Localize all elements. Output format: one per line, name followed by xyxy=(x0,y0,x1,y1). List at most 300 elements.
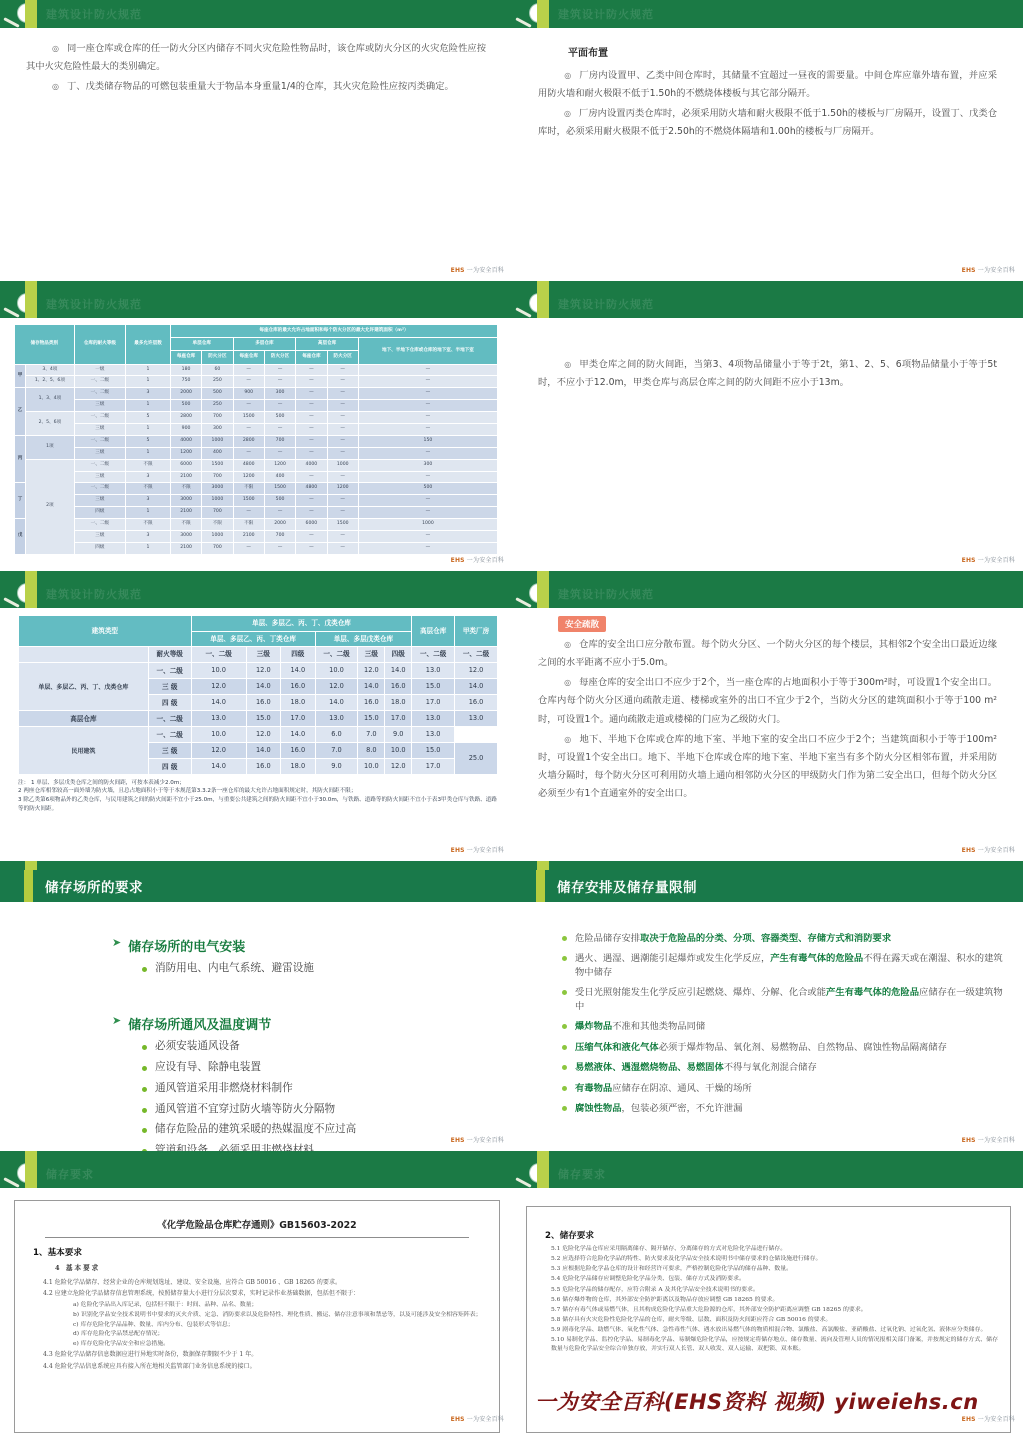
table-cell: 6000 xyxy=(296,519,327,531)
item-cell: 2项 xyxy=(26,459,74,554)
table-cell: 9.0 xyxy=(385,726,412,742)
dot-bullet-icon xyxy=(562,990,567,995)
row-label: 三 级 xyxy=(148,742,191,758)
table-cell: — xyxy=(358,471,497,483)
table-cell: — xyxy=(327,542,358,554)
table-row xyxy=(15,483,498,495)
circle-bullet-icon: ◎ xyxy=(564,734,572,744)
table-cell: — xyxy=(296,447,327,459)
document-title: 《化学危险品仓库贮存通则》GB15603-2022 xyxy=(157,1220,357,1231)
col-header: 单层仓库 xyxy=(170,338,233,351)
bullet-item: 通风管道不宜穿过防火墙等防火分隔物 xyxy=(142,1102,492,1118)
table-cell: 500 xyxy=(264,495,295,507)
table-cell: 一、二级 xyxy=(74,376,126,388)
table-cell: 四级 xyxy=(74,507,126,519)
dot-bullet-icon xyxy=(562,956,567,961)
slide-thumbnail-5[interactable] xyxy=(0,580,512,870)
table-cell: 16.0 xyxy=(455,694,498,710)
paragraph: ◎ 每座仓库的安全出口不应少于2个，当一座仓库的占地面积小于等于300m²时，可设置1个安全出口。仓库内每个防火分区通向疏散走道、楼梯或室外的出口不宜少于2个，当防火分区的建筑面积小于等于100 m²时，可设置1个。通向疏散走道或楼梯的门应为乙级防火门。 xyxy=(538,677,997,725)
paragraph: ◎ 同一座仓库或仓库的任一防火分区内储存不同火灾危险性物品时，该仓库或防火分区的火灾危险性应按其中火灾危险性最大的类别确定。 xyxy=(26,43,486,73)
table-cell: — xyxy=(264,400,295,412)
col-header: 每座仓库 xyxy=(296,351,327,364)
col-header: 三级 xyxy=(358,647,385,663)
category-cell: 丙 xyxy=(15,435,26,483)
table-cell: — xyxy=(358,412,497,424)
table-row xyxy=(15,519,498,531)
divider xyxy=(45,1237,469,1238)
table-cell: 1200 xyxy=(327,483,358,495)
table-cell: 1 xyxy=(126,364,171,376)
table-cell: 700 xyxy=(264,435,295,447)
lime-accent-band xyxy=(25,1160,37,1188)
row-label: 一、二级 xyxy=(148,726,191,742)
item-cell: 1、2、5、6项 xyxy=(26,376,74,388)
table-cell: — xyxy=(358,424,497,436)
slide-header-title: 建筑设计防火规范 xyxy=(46,8,142,21)
table-cell: 400 xyxy=(202,447,233,459)
table-body xyxy=(15,364,498,554)
bullet-item xyxy=(562,1102,1005,1115)
col-header: 甲类厂房 xyxy=(455,616,498,647)
table-cell: 18.0 xyxy=(385,694,412,710)
table-cell: — xyxy=(296,507,327,519)
table-cell: — xyxy=(296,424,327,436)
table-cell: 14.0 xyxy=(246,678,280,694)
table-cell: — xyxy=(296,376,327,388)
table-cell: 500 xyxy=(264,412,295,424)
slide-header-bar xyxy=(0,580,512,608)
table-cell: — xyxy=(358,400,497,412)
table-cell: 不限 xyxy=(233,483,264,495)
table-cell: 1200 xyxy=(264,459,295,471)
lime-accent-band xyxy=(536,870,545,902)
col-header: 一、二级 xyxy=(412,647,455,663)
table-cell: 三级 xyxy=(74,495,126,507)
table-row xyxy=(15,435,498,447)
table-cell: — xyxy=(264,424,295,436)
dot-bullet-icon xyxy=(142,1045,147,1050)
dot-bullet-icon xyxy=(142,967,147,972)
item-cell: 1项 xyxy=(26,435,74,459)
section-heading: ➤ 储存场所通风及温度调节 xyxy=(112,1013,272,1033)
table-cell: 2000 xyxy=(170,388,201,400)
row-label-corner xyxy=(19,647,149,663)
brand-mark: EHS 一为安全百科 xyxy=(450,1137,504,1144)
table-cell: 12.0 xyxy=(385,758,412,774)
fire-separation-table xyxy=(18,615,498,775)
bullet-text: 有毒物品应储存在阴凉、通风、干燥的场所 xyxy=(575,1082,752,1094)
document-paragraph: 5.4 危险化学品储存应调整危险化学品分类、包装、储存方式及消防要求。 xyxy=(551,1276,745,1283)
table-cell: 3 xyxy=(126,388,171,400)
circle-bullet-icon: ◎ xyxy=(564,640,572,649)
slide-thumbnail-3[interactable] xyxy=(0,290,512,580)
slide-header-title: 建筑设计防火规范 xyxy=(558,588,654,601)
document-heading: 2、储存要求 xyxy=(545,1231,594,1241)
table-cell: 不限 xyxy=(202,519,233,531)
table-cell: 13.0 xyxy=(191,710,246,726)
document-list-item: a) 危险化学品出入库记录，包括但不限于：时间、品种、品名、数量； xyxy=(73,1301,258,1308)
slide-body xyxy=(512,28,1023,142)
table-cell: 三级 xyxy=(74,400,126,412)
dot-bullet-icon xyxy=(562,1106,567,1111)
table-cell: — xyxy=(296,435,327,447)
dot-bullet-icon xyxy=(142,1128,147,1133)
table-cell: 900 xyxy=(170,424,201,436)
table-cell: — xyxy=(296,388,327,400)
table-cell: — xyxy=(233,447,264,459)
table-cell: 300 xyxy=(264,388,295,400)
col-header: 储存物品类别 xyxy=(15,325,75,365)
paragraph: ◎ 地下、半地下仓库或仓库的地下室、半地下室的安全出口不应少于2个；当建筑面积小于等于100m²时，可设置1个安全出口。地下、半地下仓库或仓库的地下室、半地下室当有多个防火分区相邻布置，并采用防火墙分隔时，每个防火分区可利用防火墙上通向相邻防火分区的甲级防火门作为第二安全出口，但每个防火分区必须至少有1个直通室外的安全出口。 xyxy=(538,733,997,799)
table-cell: 9.0 xyxy=(315,758,358,774)
item-cell: 1、3、4项 xyxy=(26,388,74,412)
table-cell: 14.0 xyxy=(281,662,316,678)
table-row xyxy=(19,726,498,742)
paragraph: ◎ 仓库的安全出口应分散布置。每个防火分区、一个防火分区的每个楼层，其相邻2个安全出口最近边缘之间的水平距离不应小于5.0m。 xyxy=(538,639,998,669)
table-cell: 250 xyxy=(202,376,233,388)
table-cell: 14.0 xyxy=(455,678,498,694)
table-cell: 三级 xyxy=(74,471,126,483)
table-cell: 12.0 xyxy=(191,678,246,694)
table-cell: 10.0 xyxy=(358,758,385,774)
table-cell: — xyxy=(233,400,264,412)
table-row xyxy=(19,662,498,678)
dot-bullet-icon xyxy=(562,1086,567,1091)
col-header: 每座仓库 xyxy=(170,351,201,364)
table-cell: — xyxy=(327,400,358,412)
table-row xyxy=(15,447,498,459)
circle-bullet-icon: ◎ xyxy=(564,109,572,119)
row-label: 一、二级 xyxy=(148,662,191,678)
table-cell: 一级 xyxy=(74,364,126,376)
dot-bullet-icon xyxy=(562,1065,567,1070)
table-row xyxy=(15,424,498,436)
section-heading: ➤ 储存场所的电气安装 xyxy=(112,936,246,955)
table-cell: 一、二级 xyxy=(74,483,126,495)
brand-mark: EHS 一为安全百科 xyxy=(961,1416,1015,1423)
col-header: 高层仓库 xyxy=(412,616,455,647)
table-cell: 16.0 xyxy=(246,758,280,774)
table-cell: 三级 xyxy=(74,424,126,436)
table-cell: — xyxy=(358,364,497,376)
slide-thumbnail-4[interactable] xyxy=(512,290,1023,580)
table-cell: 3000 xyxy=(202,483,233,495)
lime-accent-band xyxy=(25,0,37,28)
table-cell: 4000 xyxy=(296,459,327,471)
slide-footer-bar xyxy=(512,1151,1023,1160)
document-paragraph: 5.6 储存爆炸物的仓库，其外部安全防护距离以及物品存放应调整 GB 18265 的要求。 xyxy=(551,1296,779,1303)
bullet-list xyxy=(34,1039,492,1159)
circle-bullet-icon: ◎ xyxy=(52,44,60,53)
col-header: 一、二级 xyxy=(455,647,498,663)
table-cell: 900 xyxy=(233,388,264,400)
circle-bullet-icon: ◎ xyxy=(52,82,59,92)
table-cell: 14.0 xyxy=(246,742,280,758)
slide-body xyxy=(512,902,1023,1116)
col-header-span: 每座仓库的最大允许占地面积和每个防火分区的最大允许建筑面积（m²） xyxy=(170,325,497,338)
bullet-item xyxy=(562,1082,1005,1095)
document-snapshot xyxy=(526,1206,1011,1433)
brand-mark: EHS 一为安全百科 xyxy=(961,557,1015,564)
slide-footer-bar xyxy=(0,281,512,290)
brand-mark: EHS 一为安全百科 xyxy=(961,267,1015,274)
table-cell: — xyxy=(264,364,295,376)
document-paragraph: 4.1 危险化学品储存、经营企业的仓库规划选址、建设、安全设施，应符合 GB 50016 、GB 18265 的要求。 xyxy=(43,1279,342,1286)
table-row xyxy=(15,471,498,483)
table-cell: 1500 xyxy=(327,519,358,531)
bullet-item: 通风管道采用非燃烧材料制作 xyxy=(142,1081,492,1097)
table-cell: 2100 xyxy=(170,471,201,483)
lime-accent-band xyxy=(537,0,549,28)
document-list-item: c) 库存危险化学品品种、数量、库内分布、包装形式等信息； xyxy=(73,1321,234,1328)
table-row xyxy=(15,459,498,471)
table-cell: 1500 xyxy=(264,483,295,495)
table-cell: — xyxy=(327,412,358,424)
bullet-text: 易燃液体、遇湿燃烧物品、易燃固体不得与氧化剂混合储存 xyxy=(575,1062,817,1074)
table-cell: 1500 xyxy=(202,459,233,471)
table-cell: 3 xyxy=(126,531,171,543)
document-paragraph-list xyxy=(539,1245,998,1355)
table-cell: 4800 xyxy=(296,483,327,495)
table-note: 2 两座仓库相邻较高一面外墙为防火墙，且总占地面积小于等于本规范第3.3.2条一座仓库的最大允许占地面积规定时，其防火间距不限； xyxy=(18,788,357,795)
lime-accent-band xyxy=(537,290,549,318)
brand-mark: EHS 一为安全百科 xyxy=(450,267,504,274)
col-header: 地下、半地下仓库或仓库的地下室、半地下室 xyxy=(358,338,497,364)
lime-accent-band xyxy=(537,1160,549,1188)
table-cell: 16.0 xyxy=(385,678,412,694)
table-cell: 1200 xyxy=(170,447,201,459)
table-cell: — xyxy=(296,471,327,483)
table-cell: 15.0 xyxy=(358,710,385,726)
table-cell: 16.0 xyxy=(281,678,316,694)
table-cell: 一、二级 xyxy=(74,459,126,471)
table-row xyxy=(19,647,498,663)
document-paragraph: 5.3 应根据危险化学品仓库的设计和经营许可要求，严格控制危险化学品的储存品种、数量。 xyxy=(551,1266,792,1273)
table-cell: 3 xyxy=(126,471,171,483)
table-cell: 13.0 xyxy=(455,710,498,726)
table-cell: — xyxy=(296,495,327,507)
slide-header-bar xyxy=(0,0,512,28)
table-notes xyxy=(18,779,500,814)
table-cell: 10.0 xyxy=(315,662,358,678)
section-chip: 安全疏散 xyxy=(558,616,606,632)
table-cell: 1000 xyxy=(202,495,233,507)
slide-body xyxy=(512,318,1023,392)
slide-thumbnail-10[interactable] xyxy=(512,1160,1023,1439)
table-cell: — xyxy=(358,447,497,459)
slide-header-title: 储存要求 xyxy=(46,1168,94,1181)
table-cell: 2100 xyxy=(170,542,201,554)
table-cell: 12.0 xyxy=(358,662,385,678)
table-cell: 180 xyxy=(170,364,201,376)
table-cell: 500 xyxy=(358,483,497,495)
arrow-bullet-icon: ➤ xyxy=(112,936,122,949)
brand-mark: EHS 一为安全百科 xyxy=(450,847,504,854)
table-cell: 300 xyxy=(358,459,497,471)
col-header: 防火分区 xyxy=(202,351,233,364)
table-cell: — xyxy=(233,376,264,388)
table-cell: 150 xyxy=(358,435,497,447)
table-cell: — xyxy=(233,507,264,519)
table-cell: 18.0 xyxy=(281,694,316,710)
table-cell: 300 xyxy=(202,424,233,436)
table-cell: 一、二级 xyxy=(74,388,126,400)
table-cell: 一、二级 xyxy=(74,412,126,424)
document-paragraph: 5.5 危险化学品的储存配存，应符合附录 A 及其化学品安全技术说明书的要求。 xyxy=(551,1286,759,1293)
bullet-text: 爆炸物品不准和其他类物品同储 xyxy=(575,1021,706,1033)
dot-bullet-icon xyxy=(562,936,567,941)
table-cell: — xyxy=(264,376,295,388)
col-header: 多层仓库 xyxy=(233,338,296,351)
table-cell: 13.0 xyxy=(412,662,455,678)
table-cell: — xyxy=(296,364,327,376)
table-cell: 3000 xyxy=(170,531,201,543)
row-label: 三 级 xyxy=(148,678,191,694)
item-cell: 3、4项 xyxy=(26,364,74,376)
table-cell: 不限 xyxy=(233,519,264,531)
col-header: 防火分区 xyxy=(264,351,295,364)
slide-footer-bar xyxy=(512,281,1023,290)
category-cell: 戊 xyxy=(15,519,26,555)
table-cell: 10.0 xyxy=(191,726,246,742)
brand-mark: EHS 一为安全百科 xyxy=(961,847,1015,854)
table-cell: 12.0 xyxy=(246,662,280,678)
table-cell: — xyxy=(358,542,497,554)
table-row xyxy=(15,364,498,376)
table-cell: — xyxy=(327,364,358,376)
slide-header-title: 储存安排及储存量限制 xyxy=(557,880,697,896)
brand-mark: EHS 一为安全百科 xyxy=(450,557,504,564)
table-cell: — xyxy=(233,424,264,436)
table-cell: 1 xyxy=(126,447,171,459)
table-cell: 14.0 xyxy=(191,758,246,774)
table-cell: 14.0 xyxy=(191,694,246,710)
table-row xyxy=(15,531,498,543)
lime-accent-band xyxy=(537,580,549,608)
table-cell: 13.0 xyxy=(412,726,455,742)
slide-thumbnail-7[interactable] xyxy=(0,870,512,1160)
table-cell: 15.0 xyxy=(412,678,455,694)
table-cell: — xyxy=(358,531,497,543)
table-cell: 3000 xyxy=(170,495,201,507)
table-cell: 1200 xyxy=(233,471,264,483)
table-cell: 1500 xyxy=(233,495,264,507)
table-cell: 17.0 xyxy=(412,758,455,774)
table-cell: — xyxy=(358,507,497,519)
slide-header-bar xyxy=(0,1160,512,1188)
table-cell: 15.0 xyxy=(246,710,280,726)
table-cell: 700 xyxy=(202,471,233,483)
slide-thumbnail-6[interactable] xyxy=(512,580,1023,870)
watermark: 一为安全百科(EHS资料 视频) yiweiehs.cn xyxy=(535,1390,979,1414)
row-group-label: 民用建筑 xyxy=(19,726,149,774)
table-cell: 2000 xyxy=(264,519,295,531)
table-cell: 15.0 xyxy=(412,742,455,758)
slide-body xyxy=(0,902,512,1159)
document-paragraph: 5.8 储存具有火灾危险性危险化学品的仓库，耐火等级、层数、面积及防火间距应符合 GB 50016 的要求。 xyxy=(551,1316,832,1323)
row-label: 一、二级 xyxy=(148,710,191,726)
slide-footer-bar xyxy=(512,571,1023,580)
document-list-item: d) 库存危险化学品禁忌配存情况； xyxy=(73,1331,164,1338)
table-cell: — xyxy=(233,364,264,376)
table-cell: — xyxy=(327,471,358,483)
table-cell: 1000 xyxy=(202,435,233,447)
category-cell: 丁 xyxy=(15,483,26,519)
table-cell: 7.0 xyxy=(358,726,385,742)
document-subheading: 4 基本要求 xyxy=(55,1264,101,1272)
paragraph: ◎ 丁、戊类储存物品的可燃包装重量大于物品本身重量1/4的仓库，其火灾危险性应按丙类确定。 xyxy=(52,81,454,93)
table-cell: 1000 xyxy=(327,459,358,471)
table-cell: 700 xyxy=(264,531,295,543)
table-cell: 不限 xyxy=(126,459,171,471)
table-cell: 2100 xyxy=(170,507,201,519)
table-cell: 1 xyxy=(126,507,171,519)
table-cell: 400 xyxy=(264,471,295,483)
table-cell: 14.0 xyxy=(385,662,412,678)
table-cell: 17.0 xyxy=(281,710,316,726)
table-cell: 1 xyxy=(126,400,171,412)
table-cell: — xyxy=(296,412,327,424)
storage-area-table xyxy=(14,324,498,555)
table-cell: 17.0 xyxy=(412,694,455,710)
bullet-text: 危险品储存安排取决于危险品的分类、分项、容器类型、存储方式和消防要求 xyxy=(575,933,892,944)
slide-header-bar xyxy=(512,290,1023,318)
slide-thumbnail-9[interactable] xyxy=(0,1160,512,1439)
table-cell: 1 xyxy=(126,424,171,436)
table-cell: — xyxy=(327,388,358,400)
table-cell: 1500 xyxy=(233,412,264,424)
dot-bullet-icon xyxy=(142,1087,147,1092)
col-header: 单层、多层乙、丙、丁、戊类仓库 xyxy=(191,616,412,632)
slide-thumbnail-8[interactable] xyxy=(512,870,1023,1160)
table-cell: — xyxy=(358,376,497,388)
table-cell: 17.0 xyxy=(385,710,412,726)
table-cell: 1 xyxy=(126,542,171,554)
slide-header-title: 建筑设计防火规范 xyxy=(558,8,654,21)
slide-body xyxy=(512,636,1023,803)
table-cell: 不限 xyxy=(126,483,171,495)
document-list-item: e) 库存危险化学品安全和应急措施。 xyxy=(73,1341,170,1348)
bullet-item xyxy=(562,1041,1005,1054)
col-header: 防火分区 xyxy=(327,351,358,364)
bullet-item xyxy=(562,1061,1005,1074)
document-snapshot xyxy=(14,1200,500,1433)
bullet-item xyxy=(562,1020,1005,1033)
table-cell: 14.0 xyxy=(315,694,358,710)
table-cell: 750 xyxy=(170,376,201,388)
table-cell: 14.0 xyxy=(358,678,385,694)
col-header: 高层仓库 xyxy=(296,338,359,351)
table-cell: — xyxy=(264,447,295,459)
slide-thumbnail-1[interactable] xyxy=(0,0,512,290)
slide-header-title: 建筑设计防火规范 xyxy=(558,298,654,311)
table-row xyxy=(15,412,498,424)
table-cell: 不限 xyxy=(126,519,171,531)
slide-thumbnail-2[interactable] xyxy=(512,0,1023,290)
table-cell: 一、二级 xyxy=(74,519,126,531)
slide-header-bar xyxy=(0,870,512,902)
paragraph: ◎ 厂房内设置甲、乙类中间仓库时，其储量不宜超过一昼夜的需要量。中间仓库应靠外墙布置，并应采用防火墙和耐火极限不低于1.50h的不燃烧体楼板与其它部分隔开。 xyxy=(538,70,997,100)
bullet-text: 遇火、遇湿、遇潮能引起爆炸或发生化学反应，产生有毒气体的危险品不得在露天或在潮湿、积水的建筑物中储存 xyxy=(575,953,1003,978)
slide-body xyxy=(0,28,512,96)
table-cell: — xyxy=(327,435,358,447)
paragraph: ◎ 厂房内设置丙类仓库时，必须采用防火墙和耐火极限不低于1.50h的楼板与厂房隔开，设置丁、戊类仓库时，必须采用耐火极限不低于2.50h的不燃烧体隔墙和1.00h的楼板与厂房隔开。 xyxy=(538,108,998,138)
table-cell: 4000 xyxy=(170,435,201,447)
col-header: 建筑类型 xyxy=(19,616,192,647)
dot-bullet-icon xyxy=(142,1066,147,1071)
slide-header-bar xyxy=(0,290,512,318)
row-group-label: 高层仓库 xyxy=(19,710,149,726)
